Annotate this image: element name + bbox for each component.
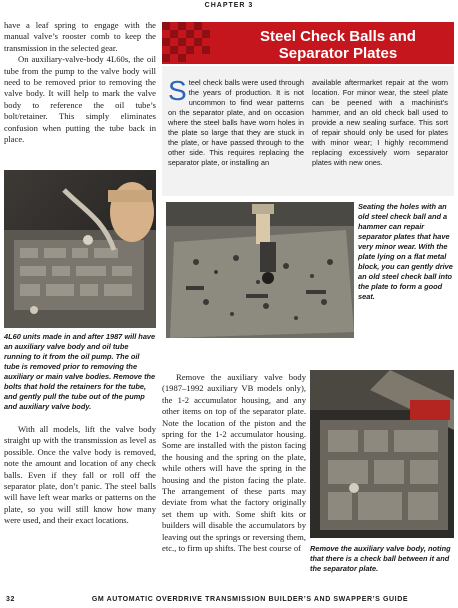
photo-auxiliary-valve-body xyxy=(310,370,454,538)
chapter-header: CHAPTER 3 xyxy=(204,2,254,9)
drop-cap: S xyxy=(168,75,187,106)
paragraph: have a leaf spring to engage with the manual valve’s rooster comb to keep the transmission in the selected gear. xyxy=(4,20,156,53)
paragraph: Remove the auxiliary valve body (1987–1992 auxiliary VB models only), the 1-2 accumulator housing, and any other items on top of the separator plate. Note the location of the piston and the spring for the 1-2 accumulator housing. Some are installed with the piston facing the housing and the spring on the plate, while others will have the spring in the housing and the piston facing the plate. The arrangement of these parts may deviate from what the factory originally set them up with. Some shift kits or builders will disable the accumulators by leaving out the springs or reversing them, etc., to firm up shifts. The best course of xyxy=(162,372,306,554)
sidebar-paragraph: teel check balls were used through the years of production. It is not uncommon to find wear patterns on the separator plate, and on occasion where the steel balls have worn holes in the plate so large that they are stuck in the plate, or have passed through to the other side. This requires replacing the separator plate, or installing an xyxy=(168,78,304,167)
book-title: GM AUTOMATIC OVERDRIVE TRANSMISSION BUILDER’S AND SWAPPER’S GUIDE xyxy=(91,596,409,603)
page-number: 32 xyxy=(6,596,15,603)
photo-caption-sidebar: Seating the holes with an old steel check ball and a hammer can repair separator plates that have very minor wear. With the plate lying on a flat metal block, you can gently drive an old steel check ball into the plate to form a good seat. xyxy=(358,202,453,301)
sidebar-column-1 xyxy=(168,75,304,168)
sidebar-column-2 xyxy=(312,78,448,168)
middle-column-body xyxy=(162,372,306,555)
sidebar-title-banner xyxy=(162,22,454,64)
photo-separator-plate-hammer xyxy=(166,202,354,338)
sidebar-paragraph: available aftermarket repair at the worn location. For minor wear, the steel plate can be peened with a machinist’s hammer, and an old check ball used to provide a new sealing surface. This sort of repair should only be used for plates with minor wear; I highly recommend replacing excessively worn separator plates with new ones. xyxy=(312,78,448,167)
left-column-body xyxy=(4,424,156,527)
photo-caption-right: Remove the auxiliary valve body, noting that there is a check ball between it and the separator plate. xyxy=(310,544,451,573)
photo-oil-tube-removal xyxy=(4,170,156,328)
photo-caption-left: 4L60 units made in and after 1987 will have an auxiliary valve body and oil tube running to it from the oil pump. The oil tube is removed prior to removing the auxiliary or main valve bodies. Remove the bolts that hold the retainers for the tube, and gently pull the tube out of the pump and auxiliary valve body. xyxy=(4,332,156,411)
sidebar-title-line2: Separator Plates xyxy=(278,45,398,62)
left-column-intro xyxy=(4,20,156,145)
paragraph: On auxiliary-valve-body 4L60s, the oil tube from the pump to the valve body will need to be removed prior to removing the valve body. It will help to mark the valve body to reference the oil tube’s bolt/retainer. This simply eliminates confusion when putting the tube back in place. xyxy=(4,54,156,145)
sidebar-body xyxy=(162,66,454,196)
sidebar-title-line1: Steel Check Balls and xyxy=(260,28,416,45)
paragraph: With all models, lift the valve body straight up with the transmission as level as possible. Once the valve body is removed, note the amount and location of any check balls. Even if they fall or roll off the separator plate, don’t panic. The steel balls will have left wear marks or patterns on the plate, so you will still know how many were used, and their exact locations. xyxy=(4,424,156,526)
